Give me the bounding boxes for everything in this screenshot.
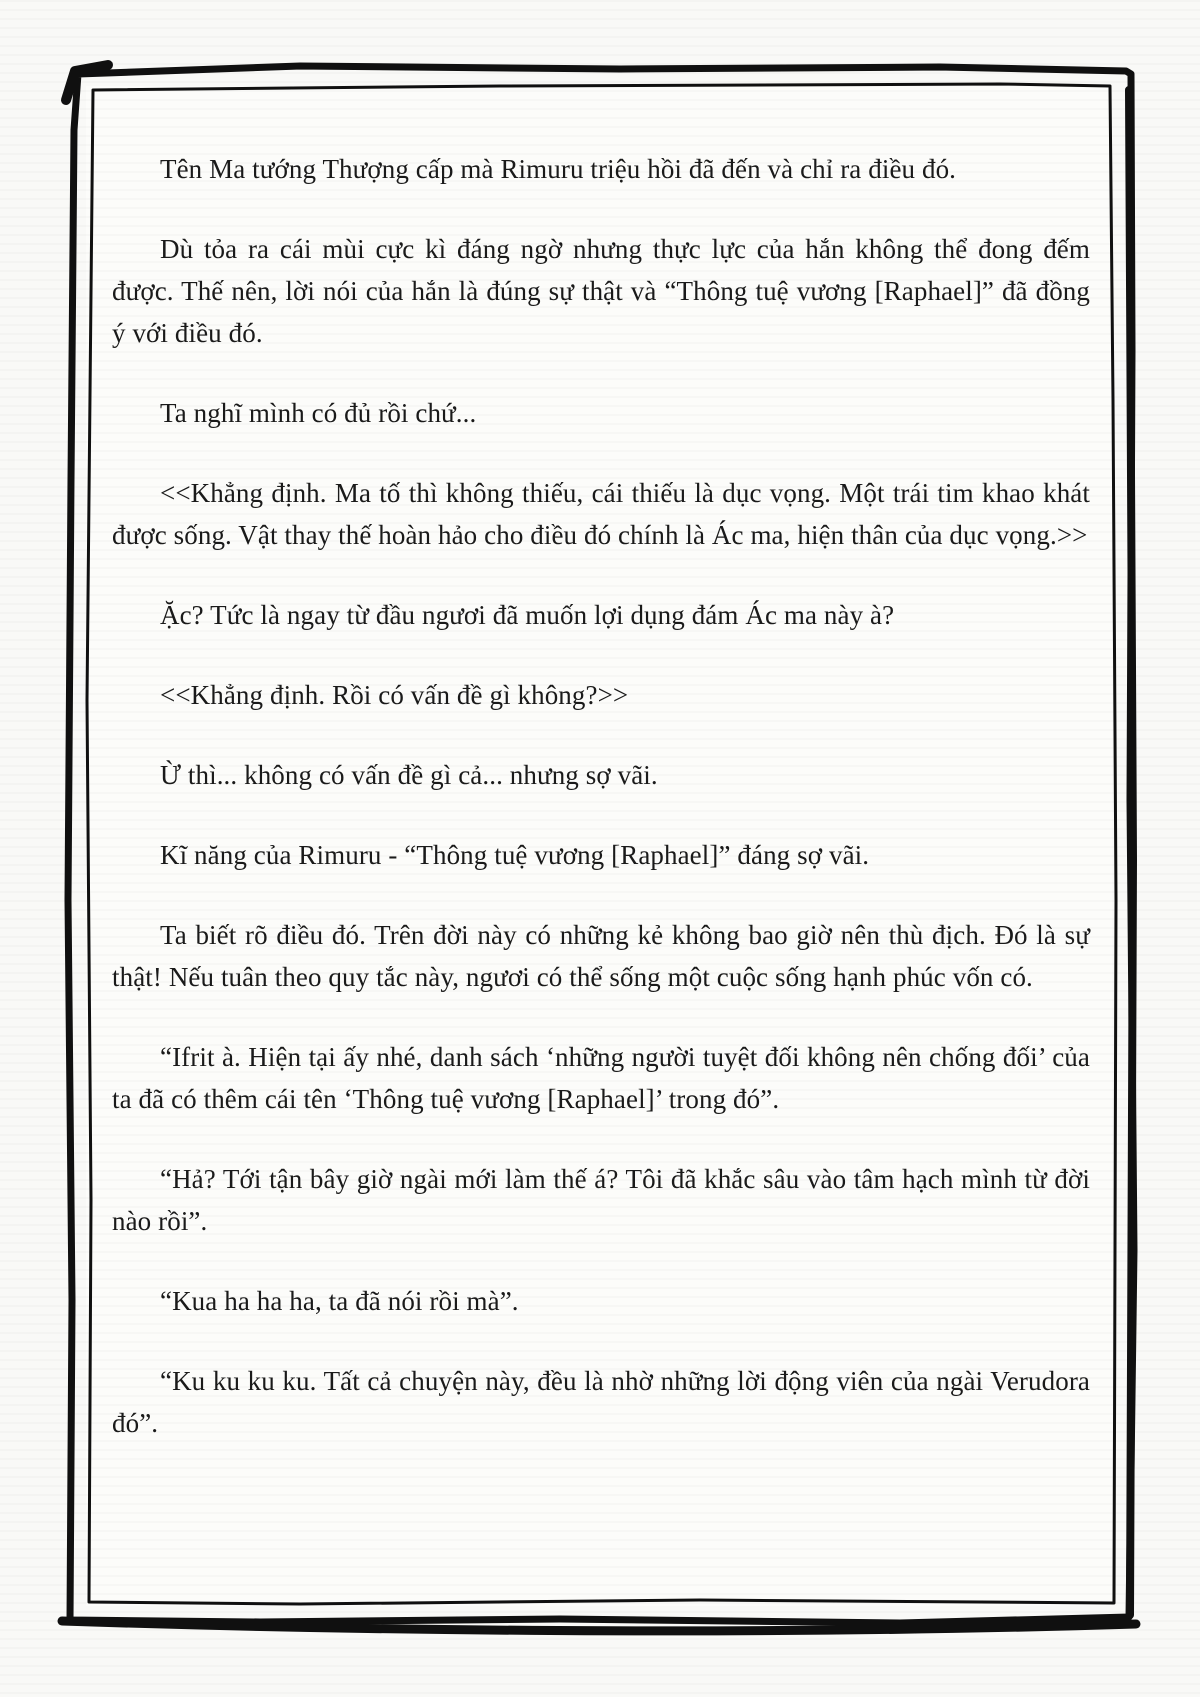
paragraph: <<Khẳng định. Rồi có vấn đề gì không?>> — [160, 680, 629, 710]
paragraph: “Ifrit à. Hiện tại ấy nhé, danh sách ‘những người tuyệt đối không nên chống đối’ của ta đã có thêm cái tên ‘Thông tuệ vương [Raphael]’ trong đó”. — [112, 1042, 1090, 1114]
paragraph: Kĩ năng của Rimuru - “Thông tuệ vương [Raphael]” đáng sợ vãi. — [160, 840, 870, 870]
paragraph: Dù tỏa ra cái mùi cực kì đáng ngờ nhưng thực lực của hắn không thể đong đếm được. Thế nên, lời nói của hắn là đúng sự thật và “Thông tuệ vương [Raphael]” đã đồng ý với điều đó. — [112, 234, 1090, 348]
paragraph: “Ku ku ku ku. Tất cả chuyện này, đều là nhờ những lời động viên của ngài Verudora đó”. — [112, 1366, 1090, 1438]
paragraph: <<Khẳng định. Ma tố thì không thiếu, cái thiếu là dục vọng. Một trái tim khao khát được sống. Vật thay thế hoàn hảo cho điều đó chính là Ác ma, hiện thân của dục vọng.>> — [112, 478, 1090, 550]
page-text — [112, 148, 1090, 1482]
paragraph: Ặc? Tức là ngay từ đầu ngươi đã muốn lợi dụng đám Ác ma này à? — [160, 600, 895, 630]
paragraph: “Kua ha ha ha, ta đã nói rồi mà”. — [160, 1286, 519, 1316]
paragraph: Tên Ma tướng Thượng cấp mà Rimuru triệu hồi đã đến và chỉ ra điều đó. — [160, 154, 957, 184]
paragraph: Ừ thì... không có vấn đề gì cả... nhưng sợ vãi. — [160, 760, 658, 790]
paragraph: “Hả? Tới tận bây giờ ngài mới làm thế á? Tôi đã khắc sâu vào tâm hạch mình từ đời nào rồi”. — [112, 1164, 1090, 1236]
paragraph: Ta nghĩ mình có đủ rồi chứ... — [160, 398, 477, 428]
paragraph: Ta biết rõ điều đó. Trên đời này có những kẻ không bao giờ nên thù địch. Đó là sự thật! Nếu tuân theo quy tắc này, ngươi có thể sống một cuộc sống hạnh phúc vốn có. — [112, 920, 1090, 992]
